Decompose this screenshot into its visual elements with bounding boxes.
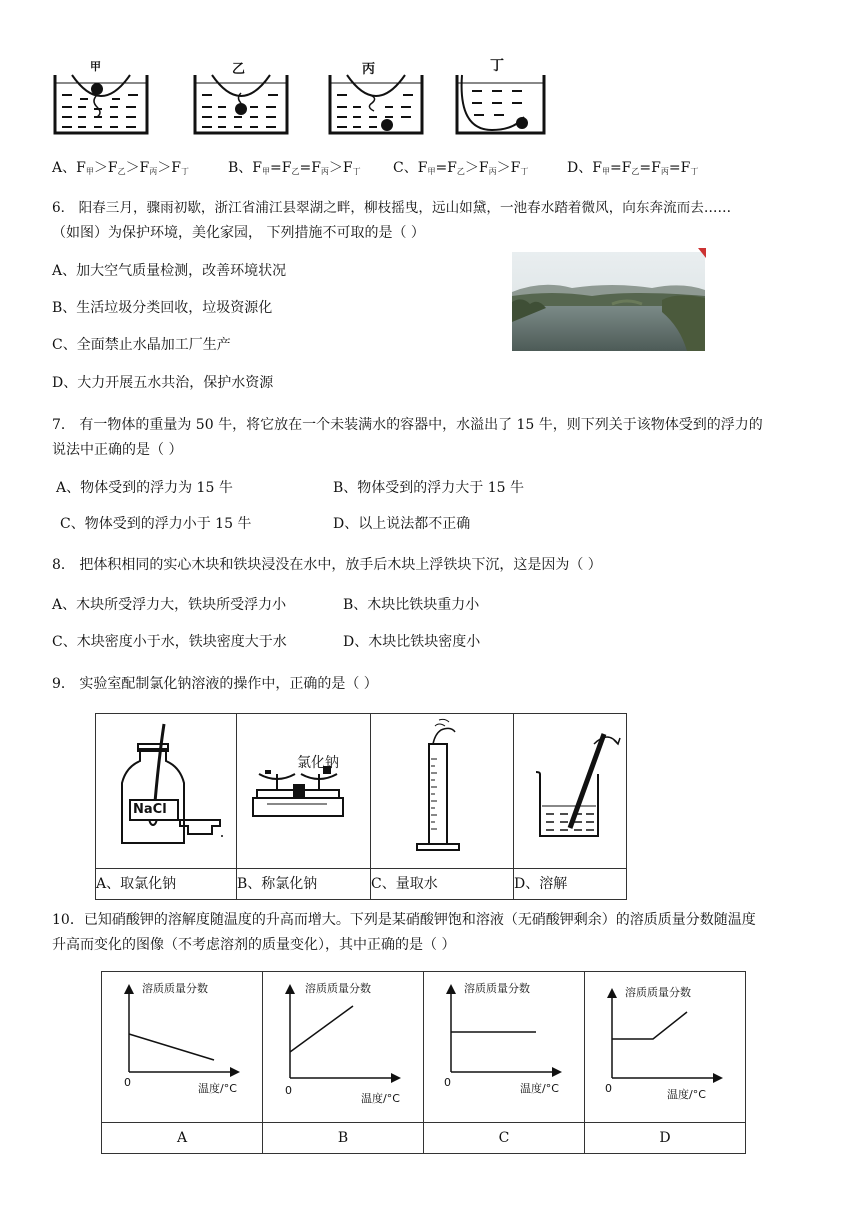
fig-label-bing: 丙 (362, 62, 376, 77)
q7-option-b: B、物体受到的浮力大于 15 牛 (333, 480, 525, 496)
graph-d-line (612, 1012, 687, 1039)
graph-a-ylabel: 溶质质量分数 (142, 982, 208, 995)
q10-caption-b: B (263, 1123, 424, 1154)
photo-corner-mark (698, 248, 706, 258)
q7-option-d: D、以上说法都不正确 (333, 516, 471, 532)
q6-option-d: D、大力开展五水共治，保护水资源 (52, 375, 274, 391)
q7-stem-line1: 7． 有一物体的重量为 50 牛，将它放在一个未装满水的容器中，水溢出了 15 牛，则下列关于该物体受到的浮力的 (52, 417, 763, 433)
fig-label-jia: 甲 (90, 60, 101, 73)
q9-stem: 9． 实验室配制氯化钠溶液的操作中，正确的是（ ） (52, 676, 378, 692)
q6-option-a: A、加大空气质量检测，改善环境状况 (52, 263, 287, 279)
graduated-cylinder-icon (371, 714, 513, 864)
nacl-label: NaCl (133, 802, 167, 817)
beaker-yi (195, 75, 287, 133)
balance-label: 氯化钠 (297, 755, 339, 771)
q5-option-a: A、$F_甲>F_乙>F_丙>F_丁$ (52, 160, 189, 176)
reagent-bottle-icon (96, 714, 236, 864)
q5-option-d: D、$F_甲=F_乙=F_丙=F_丁$ (567, 160, 699, 176)
graph-b-ylabel: 溶质质量分数 (305, 982, 371, 995)
q10-graph-cell-c (424, 972, 585, 1123)
q9-caption-c: C、量取水 (371, 869, 514, 900)
beaker-bing (330, 75, 422, 133)
q9-caption-d: D、溶解 (514, 869, 627, 900)
q5-option-c: C、$F_甲=F_乙>F_丙>F_丁$ (393, 160, 529, 176)
graph-d-ylabel: 溶质质量分数 (625, 986, 691, 999)
graph-c-xlabel: 温度/°C (520, 1082, 559, 1095)
q8-stem: 8． 把体积相同的实心木块和铁块浸没在水中，放手后木块上浮铁块下沉，这是因为（ ） (52, 557, 602, 573)
beaker-ding (457, 75, 544, 133)
graph-b-xlabel: 温度/°C (361, 1092, 400, 1105)
graph-d-xlabel: 温度/°C (667, 1088, 706, 1101)
q6-stem-line2: （如图）为保护环境，美化家园， 下列措施不可取的是（ ） (52, 225, 425, 241)
q8-option-b: B、木块比铁块重力小 (343, 597, 480, 613)
q9-cell-d (514, 714, 627, 869)
fig-label-yi: 乙 (232, 62, 246, 77)
q10-graph-cell-a (102, 972, 263, 1123)
graph-a-line (129, 1034, 214, 1060)
graph-c-ylabel: 溶质质量分数 (464, 982, 530, 995)
graph-a-origin: 0 (124, 1076, 131, 1089)
q10-graph-cell-b (263, 972, 424, 1123)
beaker-jia (55, 75, 147, 133)
q9-cell-b (237, 714, 371, 869)
q9-cell-a (96, 714, 237, 869)
q6-option-b: B、生活垃圾分类回收，垃圾资源化 (52, 300, 273, 316)
q10-stem-line2: 升高而变化的图像（不考虑溶剂的质量变化），其中正确的是（ ） (52, 937, 456, 953)
graph-b-origin: 0 (285, 1084, 292, 1097)
q9-caption-b: B、称氯化钠 (237, 869, 371, 900)
lake-photo (512, 252, 705, 351)
q10-stem-line1: 10．已知硝酸钾的溶解度随温度的升高而增大。下列是某硝酸钾饱和溶液（无硝酸钾剩余）的溶质质量分数随温度 (52, 912, 756, 928)
q8-option-d: D、木块比铁块密度小 (343, 634, 481, 650)
q10-caption-a: A (102, 1123, 263, 1154)
q9-options-table (95, 713, 627, 900)
balance-icon (237, 714, 370, 864)
beaker-stir-icon (514, 714, 626, 864)
q8-option-a: A、木块所受浮力大，铁块所受浮力小 (52, 597, 287, 613)
q6-option-c: C、全面禁止水晶加工厂生产 (52, 337, 231, 353)
q10-caption-c: C (424, 1123, 585, 1154)
q10-caption-d: D (585, 1123, 746, 1154)
q5-figures (50, 55, 560, 140)
graph-b-line (290, 1006, 353, 1052)
q10-graph-cell-d (585, 972, 746, 1123)
q9-caption-a: A、取氯化钠 (96, 869, 237, 900)
q7-stem-line2: 说法中正确的是（ ） (52, 442, 183, 458)
q7-option-c: C、物体受到的浮力小于 15 牛 (60, 516, 252, 532)
q7-option-a: A、物体受到的浮力为 15 牛 (56, 480, 233, 496)
graph-a-xlabel: 温度/°C (198, 1082, 237, 1095)
fig-label-ding: 丁 (490, 58, 504, 74)
graph-d-origin: 0 (605, 1082, 612, 1095)
q8-option-c: C、木块密度小于水，铁块密度大于水 (52, 634, 287, 650)
graph-c-origin: 0 (444, 1076, 451, 1089)
q10-graphs-table (101, 971, 746, 1154)
q5-option-b: B、$F_甲=F_乙=F_丙>F_丁$ (228, 160, 361, 176)
q6-stem-line1: 6． 阳春三月，骤雨初歇，浙江省浦江县翠湖之畔，柳枝摇曳，远山如黛，一池春水踏着微风，向东奔流而去…… (52, 200, 732, 216)
q9-cell-c (371, 714, 514, 869)
